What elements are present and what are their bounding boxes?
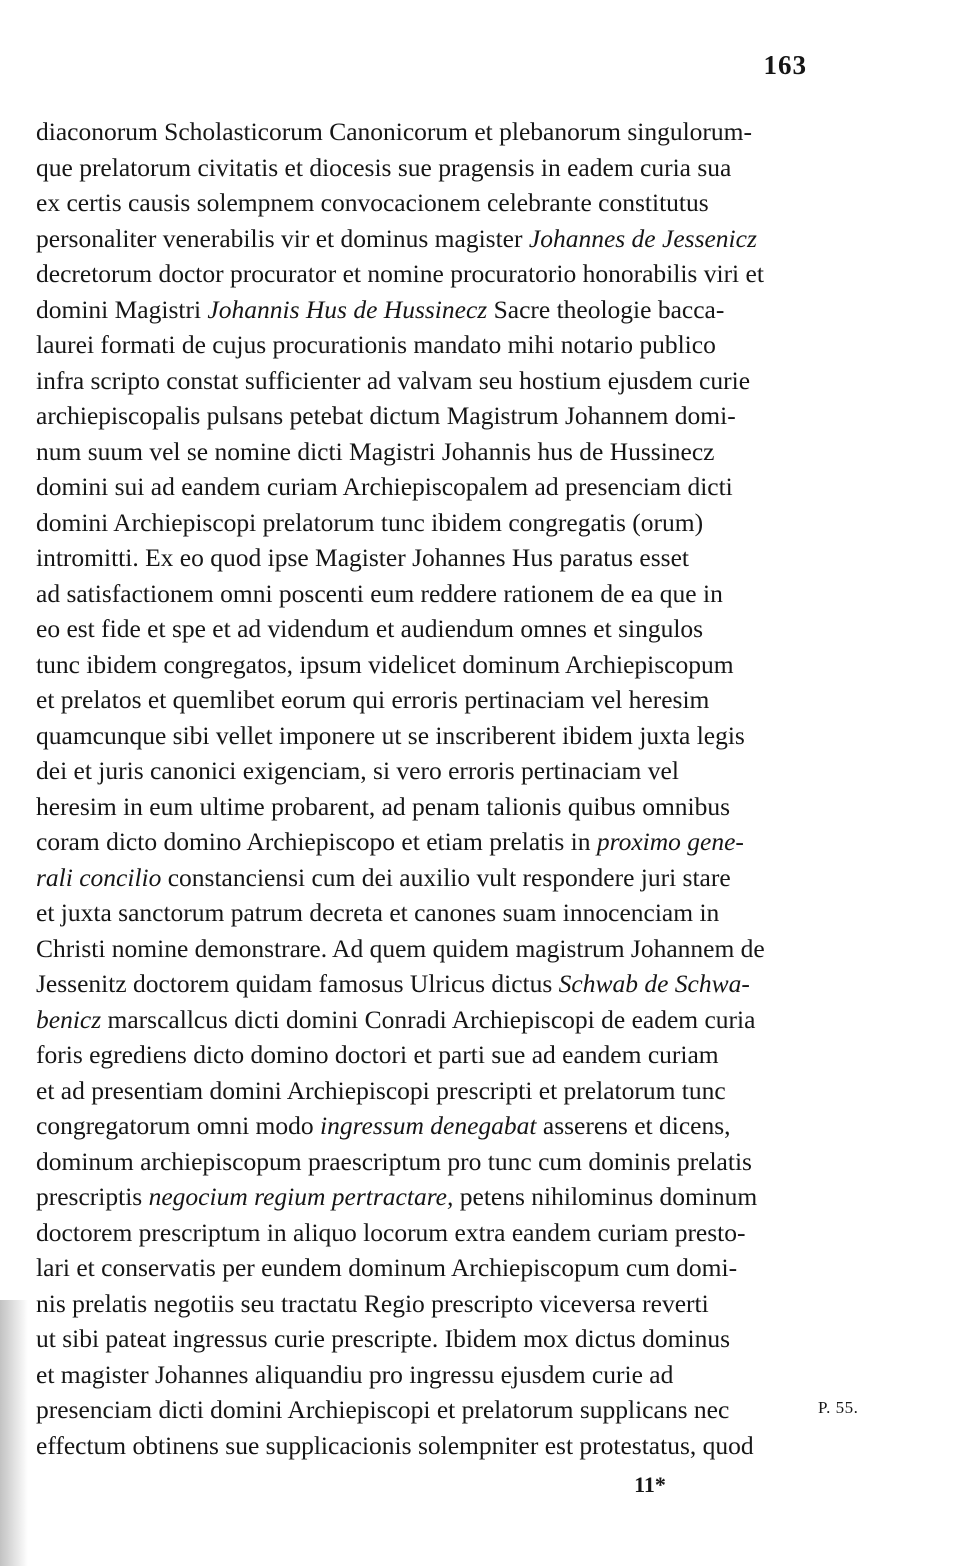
text-line — [36, 114, 808, 150]
text-segment: tunc ibidem congregatos, ipsum videlicet dominum Archiepiscopum — [36, 649, 734, 679]
text-segment: et ad presentiam domini Archiepiscopi prescripti et prelatorum tunc — [36, 1075, 726, 1105]
italic-text: rali concilio — [36, 862, 162, 892]
italic-text: negocium regium pertractare, — [148, 1182, 454, 1211]
text-line — [36, 469, 808, 505]
text-line — [36, 1108, 808, 1144]
text-segment: heresim in eum ultime probarent, ad penam talionis quibus omnibus — [36, 791, 731, 821]
text-segment: Christi nomine demonstrare. Ad quem quidem magistrum Johannem de — [36, 933, 765, 963]
text-line — [36, 434, 808, 470]
text-segment: domini sui ad eandem curiam Archiepiscopalem ad presenciam dicti — [36, 472, 733, 501]
text-line — [36, 398, 808, 434]
text-segment: decretorum doctor procurator et nomine procuratorio honorabilis viri et — [36, 259, 764, 288]
text-segment: dominum archiepiscopum praescriptum pro tunc cum dominis prelatis — [36, 1146, 752, 1176]
text-segment: infra scripto constat sufficienter ad valvam seu hostium ejusdem curie — [36, 365, 751, 395]
text-line — [36, 185, 808, 221]
text-segment: doctorem prescriptum in aliquo locorum extra eandem curiam presto- — [36, 1217, 746, 1247]
text-line — [36, 1286, 808, 1322]
signature-mark: 11* — [634, 1472, 666, 1497]
text-line — [36, 1215, 808, 1251]
page-number: 163 — [763, 50, 807, 80]
text-line — [36, 327, 808, 363]
text-segment: asserens et dicens, — [536, 1111, 731, 1140]
text-segment: Sacre theologie bacca- — [487, 294, 725, 324]
text-line — [36, 718, 808, 754]
text-segment: quamcunque sibi vellet imponere ut se inscriberent ibidem juxta legis — [36, 720, 745, 750]
text-line — [36, 221, 808, 257]
text-line — [36, 1179, 808, 1215]
italic-text: proximo gene- — [596, 827, 744, 856]
text-line — [36, 647, 808, 683]
italic-text: ingressum denegabat — [320, 1111, 537, 1140]
text-line — [36, 860, 808, 896]
text-segment: nis prelatis negotiis seu tractatu Regio prescripto viceversa reverti — [36, 1288, 709, 1318]
text-segment: intromitti. Ex eo quod ipse Magister Johannes Hus paratus esset — [36, 543, 689, 572]
italic-text: Schwab de Schwa- — [558, 969, 750, 998]
text-segment: et magister Johannes aliquandiu pro ingressu ejusdem curie ad — [36, 1359, 674, 1389]
text-segment: marscallcus dicti domini Conradi Archiepiscopi de eadem curia — [101, 1004, 756, 1034]
text-line — [36, 789, 808, 825]
text-segment: personaliter venerabilis vir et dominus magister — [36, 223, 529, 253]
text-line — [36, 611, 808, 647]
text-segment: domini Magistri — [36, 294, 208, 324]
text-segment: foris egrediens dicto domino doctori et parti sue ad eandem curiam — [36, 1040, 719, 1069]
text-segment: eo est fide et spe et ad videndum et audiendum omnes et singulos — [36, 614, 704, 643]
text-segment: coram dicto domino Archiepiscopo et etiam prelatis in — [36, 827, 597, 856]
italic-text: Johannis Hus de Hussinecz — [207, 294, 488, 324]
text-line — [36, 150, 808, 186]
text-line — [36, 682, 808, 718]
text-line — [36, 1392, 808, 1428]
text-line — [36, 1357, 808, 1393]
text-line — [36, 1144, 808, 1180]
text-segment: que prelatorum civitatis et diocesis sue pragensis in eadem curia sua — [36, 152, 732, 182]
text-segment: et prelatos et quemlibet eorum qui erroris pertinaciam vel heresim — [36, 685, 710, 714]
text-line — [36, 966, 808, 1002]
text-line — [36, 1321, 808, 1357]
italic-text: Johannes de Jessenicz — [528, 223, 757, 253]
text-segment: dei et juris canonici exigenciam, si vero erroris pertinaciam vel — [36, 756, 679, 785]
text-line — [36, 824, 808, 860]
text-line — [36, 1002, 808, 1038]
text-segment: ut sibi pateat ingressus curie prescripte. Ibidem mox dictus dominus — [36, 1324, 731, 1353]
text-line — [36, 576, 808, 612]
page-edge-shadow — [0, 1300, 28, 1566]
text-segment: diaconorum Scholasticorum Canonicorum et plebanorum singulorum- — [36, 117, 752, 146]
text-line — [36, 292, 808, 328]
text-segment: effectum obtinens sue supplicacionis solempniter est protestatus, quod — [36, 1430, 754, 1460]
text-segment: archiepiscopalis pulsans petebat dictum Magistrum Johannem domi- — [36, 401, 736, 430]
margin-note: P. 55. — [818, 1398, 859, 1417]
text-line — [36, 931, 808, 967]
text-line — [36, 363, 808, 399]
text-segment: laurei formati de cujus procurationis mandato mihi notario publico — [36, 330, 716, 359]
text-segment: presenciam dicti domini Archiepiscopi et prelatorum supplicans nec — [36, 1395, 730, 1424]
text-segment: constanciensi cum dei auxilio vult respondere juri stare — [161, 862, 731, 892]
text-line — [36, 1073, 808, 1109]
text-line — [36, 256, 808, 292]
text-line — [36, 1428, 808, 1464]
text-segment: petens nihilominus dominum — [453, 1182, 758, 1211]
text-line — [36, 895, 808, 931]
text-segment: ex certis causis solempnem convocacionem celebrante constitutus — [36, 188, 709, 217]
text-segment: congregatorum omni modo — [36, 1111, 320, 1140]
body-text — [36, 114, 808, 1463]
text-segment: prescriptis — [36, 1182, 149, 1211]
text-line — [36, 753, 808, 789]
text-segment: ad satisfactionem omni poscenti eum reddere rationem de ea que in — [36, 578, 723, 608]
italic-text: benicz — [36, 1004, 102, 1034]
text-segment: domini Archiepiscopi prelatorum tunc ibidem congregatis (orum) — [36, 507, 704, 537]
text-segment: num suum vel se nomine dicti Magistri Johannis hus de Hussinecz — [36, 436, 715, 466]
text-line — [36, 540, 808, 576]
text-segment: Jessenitz doctorem quidam famosus Ulricus dictus — [36, 969, 559, 998]
text-segment: et juxta sanctorum patrum decreta et canones suam innocenciam in — [36, 898, 720, 927]
text-line — [36, 1250, 808, 1286]
text-line — [36, 1037, 808, 1073]
text-line — [36, 505, 808, 541]
text-segment: lari et conservatis per eundem dominum Archiepiscopum cum domi- — [36, 1253, 738, 1282]
